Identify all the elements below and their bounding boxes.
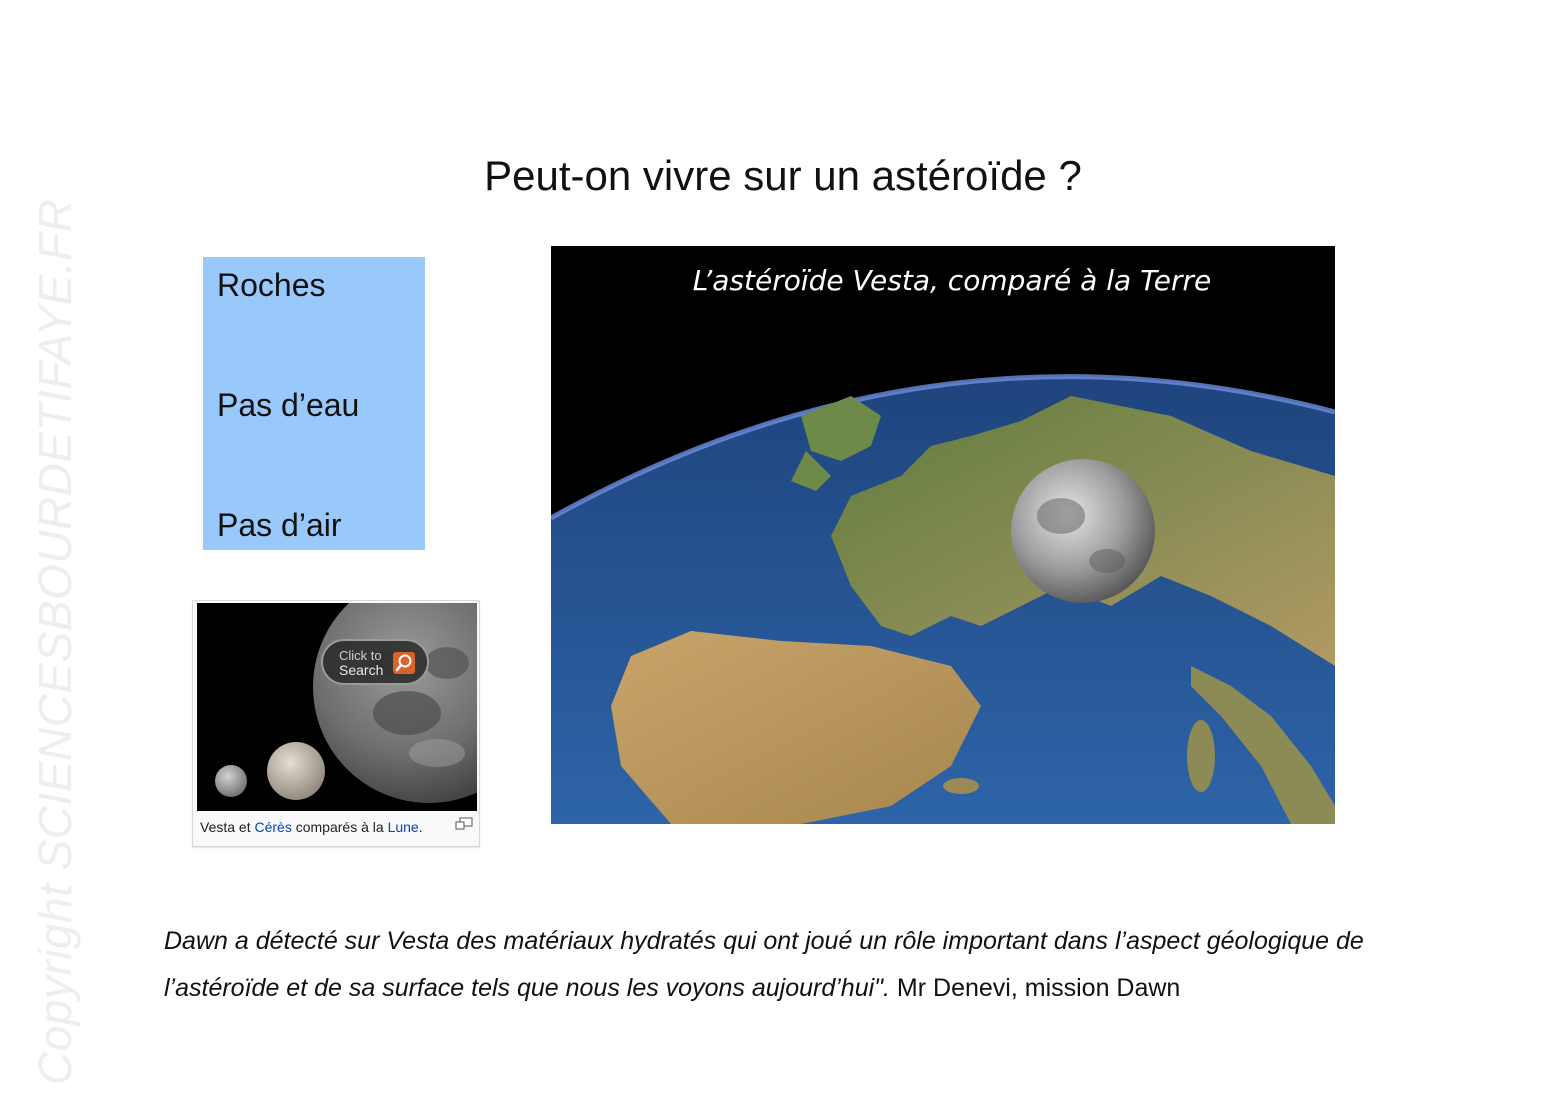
vesta-asteroid <box>1011 459 1155 603</box>
properties-box <box>203 257 425 550</box>
vesta-earth-comparison-image <box>551 246 1335 824</box>
property-no-water: Pas d’eau <box>217 387 360 423</box>
vesta-ceres-moon-image[interactable] <box>197 603 477 811</box>
caption-text: Vesta et <box>200 819 255 835</box>
dawn-quote <box>164 918 1454 1012</box>
magnifier-icon <box>393 652 415 674</box>
enlarge-icon[interactable] <box>455 817 473 836</box>
moon-comparison-illustration <box>197 603 477 811</box>
property-rocks: Roches <box>217 267 326 303</box>
ceres-planet <box>267 742 325 800</box>
moon-link[interactable]: Lune <box>387 819 419 835</box>
vesta-planet <box>215 765 247 797</box>
search-button-line1: Click to <box>339 648 382 663</box>
main-image-caption: L’astéroïde Vesta, comparé à la Terre <box>692 264 1212 297</box>
click-to-search-button[interactable] <box>321 639 429 685</box>
vesta-ceres-moon-thumbnail <box>192 600 480 847</box>
page-title: Peut-on vivre sur un astéroïde ? <box>484 152 1082 199</box>
quote-text: Dawn a détecté sur Vesta des matériaux hydratés qui ont joué un rôle important dans l’aspect géologique de l’astéroïde et de sa surface tels que nous les voyons aujourd’hui". <box>164 927 1364 1002</box>
copyright-watermark: Copyright SCIENCESBOURDETIFAYE.FR <box>29 198 81 1085</box>
caption-text: comparés à la <box>291 819 388 835</box>
ceres-link[interactable]: Cérès <box>254 819 292 835</box>
earth-vesta-illustration <box>551 246 1335 824</box>
caption-text: . <box>418 819 423 835</box>
property-no-air: Pas d’air <box>217 507 342 543</box>
thumbnail-caption <box>200 819 423 835</box>
quote-attribution: Mr Denevi, mission Dawn <box>889 974 1181 1002</box>
search-button-line2: Search <box>339 662 384 678</box>
